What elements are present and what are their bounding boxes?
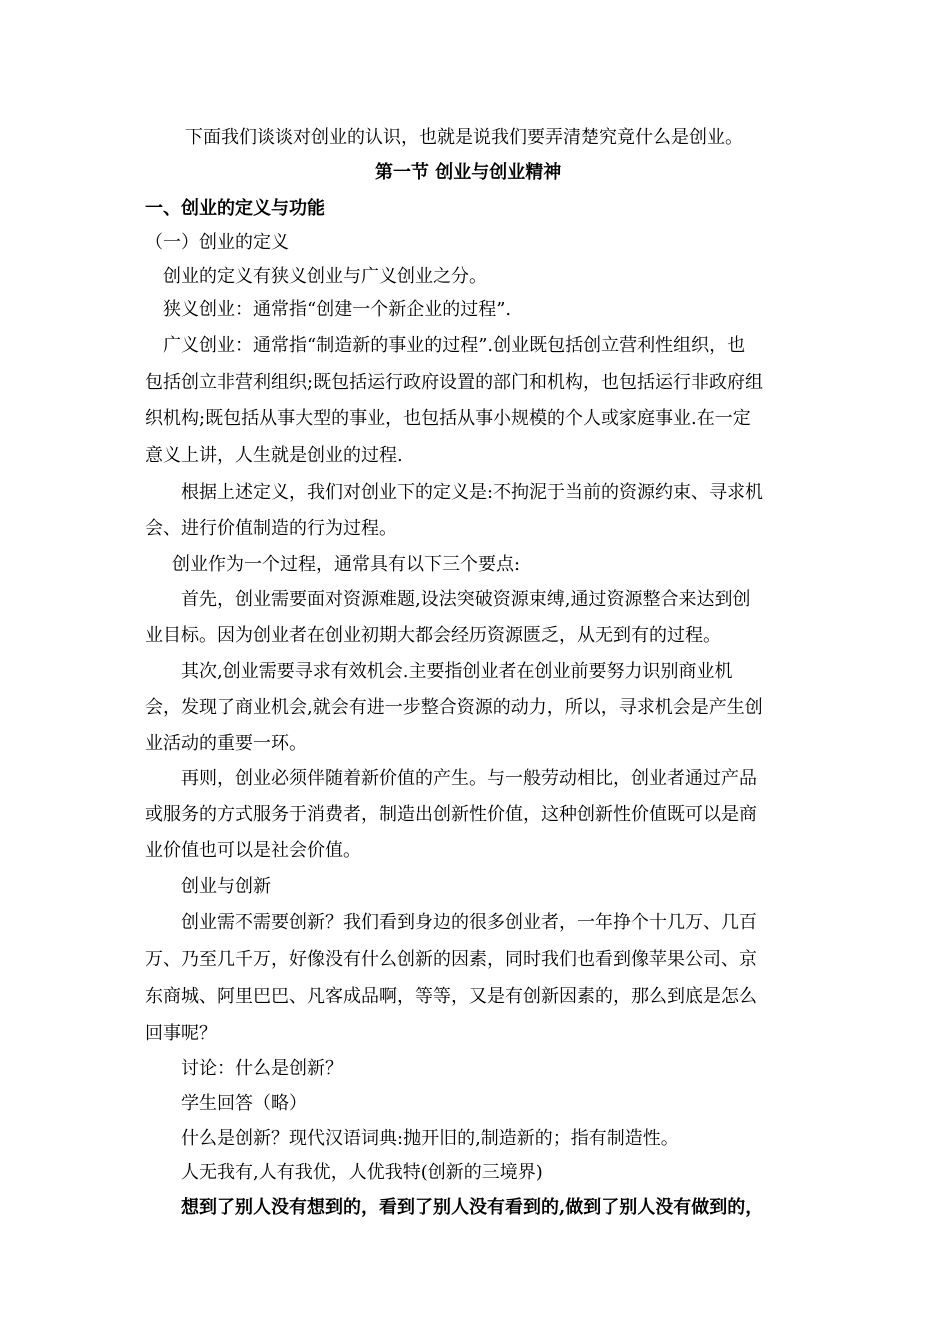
paragraph-definition-types: 创业的定义有狭义创业与广义创业之分。	[163, 266, 487, 287]
paragraph-process-points: 创业作为一个过程，通常具有以下三个要点:	[172, 554, 521, 575]
paragraph-second-line: 业活动的重要一环。	[145, 733, 307, 754]
paragraph-question-line: 万、乃至几千万，好像没有什么创新的因素，同时我们也看到像苹果公司、京	[145, 949, 757, 970]
subheading-definition: （一）创业的定义	[145, 232, 289, 253]
paragraph-discussion: 讨论：什么是创新？	[181, 1058, 343, 1079]
paragraph-broad-line: 意义上讲，人生就是创业的过程.	[145, 445, 403, 466]
paragraph-three-realms: 人无我有,人有我优，人优我特(创新的三境界)	[181, 1162, 543, 1183]
paragraph-broad-line: 包括创立非营利组织;既包括运行政府设置的部门和机构，也包括运行非政府组	[145, 372, 764, 393]
paragraph-broad-line: 广义创业：通常指“制造新的事业的过程”.创业既包括创立营利性组织，也	[163, 335, 746, 356]
section-title: 第一节 创业与创业精神	[375, 162, 562, 183]
paragraph-final-bold: 想到了别人没有想到的，看到了别人没有看到的,做到了别人没有做到的，	[181, 1197, 764, 1218]
paragraph-our-definition-line: 会、进行价值制造的行为过程。	[145, 518, 397, 539]
paragraph-broad-line: 织机构;既包括从事大型的事业，也包括从事小规模的个人或家庭事业.在一定	[145, 408, 751, 429]
paragraph-our-definition-line: 根据上述定义，我们对创业下的定义是:不拘泥于当前的资源约束、寻求机	[181, 482, 764, 503]
heading-innovation: 创业与创新	[181, 876, 271, 897]
paragraph-question-line: 东商城、阿里巴巴、凡客成品啊，等等，又是有创新因素的，那么到底是怎么	[145, 986, 757, 1007]
paragraph-second-line: 其次,创业需要寻求有效机会.主要指创业者在创业前要努力识别商业机	[181, 661, 733, 682]
paragraph-first-line: 业目标。因为创业者在创业初期大都会经历资源匮乏，从无到有的过程。	[145, 625, 721, 646]
paragraph-first-line: 首先，创业需要面对资源难题,设法突破资源束缚,通过资源整合来达到创	[181, 589, 751, 610]
paragraph-third-line: 业价值也可以是社会价值。	[145, 840, 361, 861]
paragraph-student-answer: 学生回答（略）	[181, 1093, 307, 1114]
paragraph-dictionary-definition: 什么是创新？现代汉语词典:抛开旧的,制造新的；指有制造性。	[181, 1128, 679, 1149]
paragraph-third-line: 再则，创业必须伴随着新价值的产生。与一般劳动相比，创业者通过产品	[181, 768, 757, 789]
paragraph-narrow-definition: 狭义创业：通常指“创建一个新企业的过程”.	[163, 299, 512, 320]
paragraph-second-line: 会，发现了商业机会,就会有进一步整合资源的动力，所以，寻求机会是产生创	[145, 697, 763, 718]
intro-paragraph: 下面我们谈谈对创业的认识，也就是说我们要弄清楚究竟什么是创业。	[185, 127, 743, 148]
paragraph-question-line: 回事呢？	[145, 1023, 217, 1044]
paragraph-question-line: 创业需不需要创新？我们看到身边的很多创业者，一年挣个十几万、几百	[181, 912, 757, 933]
paragraph-third-line: 或服务的方式服务于消费者，制造出创新性价值，这种创新性价值既可以是商	[145, 804, 757, 825]
heading-definition-function: 一、创业的定义与功能	[145, 198, 325, 219]
